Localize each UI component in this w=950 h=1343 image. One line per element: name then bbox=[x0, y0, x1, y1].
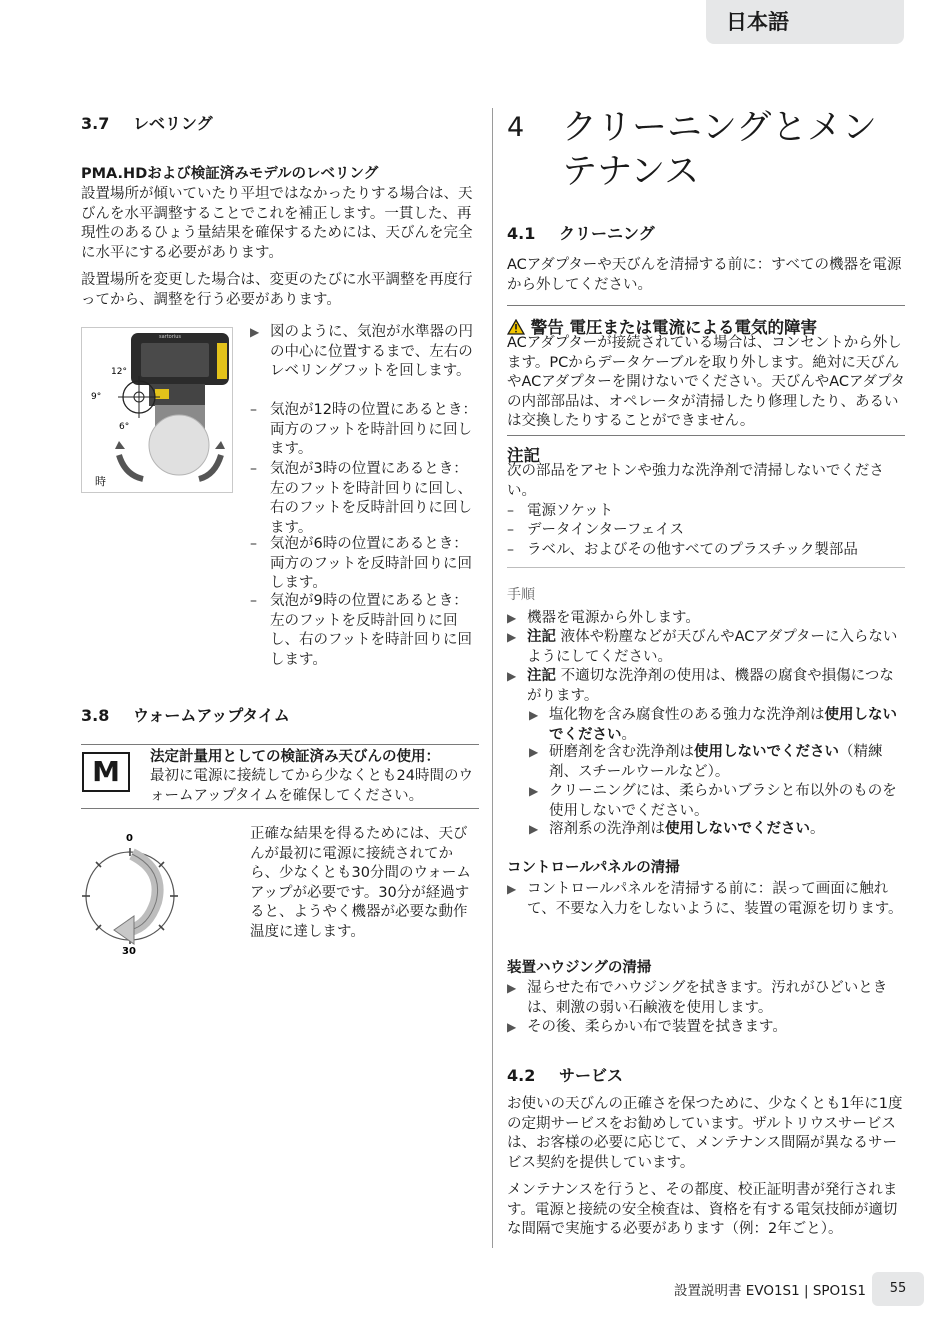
section-3-7-heading bbox=[81, 111, 213, 134]
note-title: 注記 bbox=[507, 446, 540, 465]
m-box-title: 法定計量用としての検証済み天びんの使用： bbox=[150, 749, 440, 765]
procedure-substep-2: ▶ 研磨剤を含む洗浄剤は使用しないでください（精練剤、スチールウールなど）。 bbox=[529, 744, 883, 780]
m-box-text: 最初に電源に接続してから少なくとも24時間のウォームアップタイムを確保してください。 bbox=[150, 768, 473, 804]
procedure-substep-3: ▶ クリーニングには、柔らかいブラシと布以外のものを使用しないでください。 bbox=[529, 783, 897, 819]
section-title: サービス bbox=[559, 1066, 624, 1085]
section-number: 3.7 bbox=[81, 114, 110, 133]
control-panel-heading: コントロールパネルの清掃 bbox=[507, 860, 680, 876]
section-3-8-heading bbox=[81, 703, 290, 726]
housing-step-1: ▶ 湿らせた布でハウジングを拭きます。汚れがひどいときは、刺激の弱い石鹸液を使用します。 bbox=[507, 980, 888, 1016]
leveling-subheading: PMA.HDおよび検証済みモデルのレベリング bbox=[81, 166, 379, 182]
warmup-paragraph: 正確な結果を得るためには、天びんが最初に電源に接続されてから、少なくとも30分間のウォームアップが必要です。30分が経過すると、ようやく機器が必要な動作温度に達します。 bbox=[250, 826, 471, 940]
warning-text: ACアダプターが接続されている場合は、コンセントから外します。PCからデータケーブルを取り外します。絶対に天びんやACアダプターを開けないでください。天びんやACアダプタの内部部品は、オペレータが清掃したり修理したり、あるいは交換したりすることができません。 bbox=[507, 335, 906, 429]
section-number: 4.1 bbox=[507, 224, 536, 243]
warning-top-rule bbox=[507, 305, 905, 306]
clock-label-30: 30 bbox=[122, 946, 136, 956]
page-number: 55 bbox=[872, 1272, 924, 1306]
section-number: 3.8 bbox=[81, 706, 110, 725]
warning-triangle-icon bbox=[507, 319, 525, 335]
leveling-figure bbox=[81, 327, 233, 493]
note-bottom-rule bbox=[507, 567, 905, 568]
cleaning-intro: ACアダプターや天びんを清掃する前に：すべての機器を電源から外してください。 bbox=[507, 257, 902, 293]
chapter-title: クリーニングとメンテナンス bbox=[562, 108, 878, 192]
brand-text: sartorius bbox=[159, 334, 181, 340]
language-tab: 日本語 bbox=[706, 0, 904, 44]
m-box-bottom-rule bbox=[81, 808, 479, 809]
warning-title: 警告 電圧または電流による電気的障害 bbox=[530, 318, 817, 337]
chapter-4-heading bbox=[507, 106, 907, 196]
level-step-3: – 気泡が3時の位置にあるとき：左のフットを時計回りに回し、右のフットを反時計回りに回します。 bbox=[250, 461, 472, 536]
warmup-clock-illustration bbox=[82, 830, 182, 956]
label-6: 6° bbox=[119, 422, 130, 432]
level-step-1: ▶ 図のように、気泡が水準器の円の中心に位置するまで、左右のレベリングフットを回します。 bbox=[250, 324, 473, 379]
balance-leveling-illustration bbox=[81, 327, 233, 493]
control-panel-step: ▶ コントロールパネルを清掃する前に：誤って画面に触れて、不要な入力をしないように、装置の電源を切ります。 bbox=[507, 881, 903, 917]
housing-step-2: ▶ その後、柔らかい布で装置を拭きます。 bbox=[507, 1019, 787, 1035]
note-item-2: – データインターフェイス bbox=[507, 522, 685, 538]
figure-caption: 時 bbox=[95, 475, 106, 488]
procedure-step-2: ▶ 注記 液体や粉塵などが天びんやACアダプターに入らないようにしてください。 bbox=[507, 629, 898, 665]
section-4-1-heading bbox=[507, 221, 655, 244]
warmup-clock-figure bbox=[82, 830, 182, 956]
footer-document-title: 設置説明書 EVO1S1 | SPO1S1 bbox=[674, 1283, 866, 1299]
m-box-top-rule bbox=[81, 744, 479, 745]
procedure-label: 手順 bbox=[507, 587, 535, 603]
level-step-2: – 気泡が12時の位置にあるとき：両方のフットを時計回りに回します。 bbox=[250, 402, 477, 457]
chapter-number: 4 bbox=[507, 112, 525, 143]
level-step-5: – 気泡が9時の位置にあるとき：左のフットを反時計回りに回し、右のフットを時計回りに回します。 bbox=[250, 593, 472, 668]
procedure-step-1: ▶ 機器を電源から外します。 bbox=[507, 610, 700, 626]
section-title: クリーニング bbox=[559, 224, 655, 243]
service-paragraph-1: お使いの天びんの正確さを保つために、少なくとも1年に1度の定期サービスをお勧めしています。ザルトリウスサービスは、お客様の必要に応じて、メンテナンス間隔が異なるサービス契約を提供しています。 bbox=[507, 1096, 903, 1171]
procedure-substep-1: ▶ 塩化物を含み腐食性のある強力な洗浄剤は使用しないでください。 bbox=[529, 707, 897, 743]
metrology-m-symbol: M bbox=[82, 752, 130, 792]
level-step-4: – 気泡が6時の位置にあるとき：両方のフットを反時計回りに回します。 bbox=[250, 536, 472, 591]
label-12: 12° bbox=[111, 367, 127, 377]
procedure-step-3: ▶ 注記 不適切な洗浄剤の使用は、機器の腐食や損傷につながります。 bbox=[507, 668, 894, 704]
warning-bottom-rule bbox=[507, 435, 905, 436]
section-title: レベリング bbox=[133, 114, 213, 133]
column-divider bbox=[492, 108, 493, 1248]
clock-label-0: 0 bbox=[126, 833, 133, 844]
note-item-3: – ラベル、およびその他すべてのプラスチック製部品 bbox=[507, 542, 858, 558]
leveling-paragraph-2: 設置場所を変更した場合は、変更のたびに水平調整を再度行ってから、調整を行う必要があります。 bbox=[81, 272, 473, 308]
housing-heading: 装置ハウジングの清掃 bbox=[507, 960, 652, 976]
note-item-1: – 電源ソケット bbox=[507, 503, 614, 519]
procedure-substep-4: ▶ 溶剤系の洗浄剤は使用しないでください。 bbox=[529, 821, 825, 837]
note-text: 次の部品をアセトンや強力な洗浄剤で清掃しないでください。 bbox=[507, 463, 884, 499]
section-number: 4.2 bbox=[507, 1066, 536, 1085]
leveling-paragraph-1: 設置場所が傾いていたり平坦ではなかったりする場合は、天びんを水平調整することでこれを補正します。一貫した、再現性のあるひょう量結果を確保するためには、天びんを完全に水平にする必要があります。 bbox=[81, 186, 473, 261]
label-9: 9° bbox=[91, 392, 102, 402]
section-4-2-heading bbox=[507, 1063, 623, 1086]
section-title: ウォームアップタイム bbox=[133, 706, 290, 725]
service-paragraph-2: メンテナンスを行うと、その都度、校正証明書が発行されます。電源と接続の安全検査は、資格を有する電気技師が適切な間隔で実施する必要があります（例：2年ごと）。 bbox=[507, 1182, 898, 1237]
